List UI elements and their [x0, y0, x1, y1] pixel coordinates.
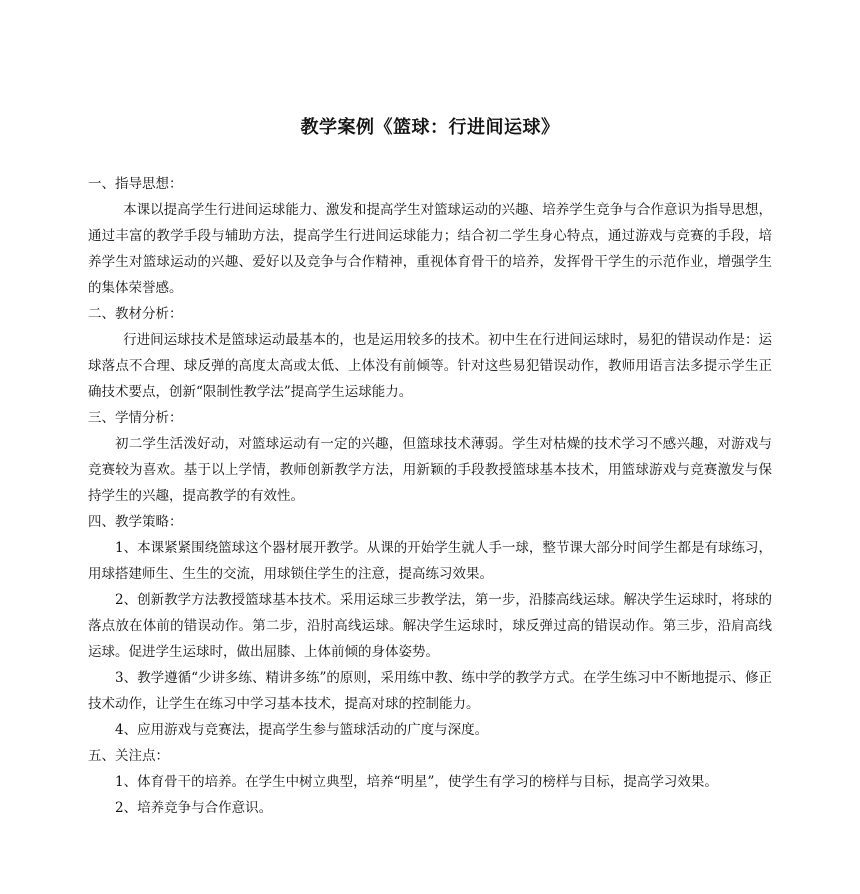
document-body [88, 171, 772, 821]
section-heading: 四、教学策略： [88, 514, 183, 530]
section-paragraph: 本课以提高学生行进间运球能力、激发和提高学生对篮球运动的兴趣、培养学生竞争与合作意识为指导思想，通过丰富的教学手段与辅助方法，提高学生行进间运球能力；结合初二学生身心特点，通过游戏与竞赛的手段，培养学生对篮球运动的兴趣、爱好以及竞争与合作精神，重视体育骨干的培养，发挥骨干学生的示范作业，增强学生的集体荣誉感。 [88, 202, 772, 296]
section-paragraph: 2、创新教学方法教授篮球基本技术。采用运球三步教学法，第一步，沿膝高线运球。解决学生运球时，将球的落点放在体前的错误动作。第二步，沿肘高线运球。解决学生运球时，球反弹过高的错误动作。第三步，沿肩高线运球。促进学生运球时，做出屈膝、上体前倾的身体姿势。 [88, 592, 772, 660]
section-paragraph: 初二学生活泼好动，对篮球运动有一定的兴趣，但篮球技术薄弱。学生对枯燥的技术学习不感兴趣，对游戏与竞赛较为喜欢。基于以上学情，教师创新教学方法，用新颖的手段教授篮球基本技术，用篮球游戏与竞赛激发与保持学生的兴趣，提高教学的有效性。 [88, 436, 772, 504]
section-heading: 二、教材分析： [88, 306, 183, 322]
section-paragraph: 2、培养竞争与合作意识。 [115, 800, 273, 816]
section-heading: 三、学情分析： [88, 410, 183, 426]
section-focus-points [88, 743, 772, 821]
section-paragraph: 3、教学遵循“少讲多练、精讲多练”的原则，采用练中教、练中学的教学方式。在学生练习中不断地提示、修正技术动作，让学生在练习中学习基本技术，提高对球的控制能力。 [88, 670, 772, 712]
document-title: 教学案例《篮球：行进间运球》 [300, 117, 560, 138]
section-paragraph: 1、体育骨干的培养。在学生中树立典型，培养“明星”，使学生有学习的榜样与目标，提高学习效果。 [115, 774, 718, 790]
section-student-analysis [88, 405, 772, 509]
section-paragraph: 4、应用游戏与竞赛法，提高学生参与篮球活动的广度与深度。 [115, 722, 489, 738]
section-heading: 一、指导思想： [88, 176, 183, 192]
section-heading: 五、关注点： [88, 748, 169, 764]
section-guiding-ideology [88, 171, 772, 301]
section-paragraph: 行进间运球技术是篮球运动最基本的，也是运用较多的技术。初中生在行进间运球时，易犯的错误动作是：运球落点不合理、球反弹的高度太高或太低、上体没有前倾等。针对这些易犯错误动作，教师用语言法多提示学生正确技术要点，创新“限制性教学法”提高学生运球能力。 [88, 332, 772, 400]
section-textbook-analysis [88, 301, 772, 405]
section-paragraph: 1、本课紧紧围绕篮球这个器材展开教学。从课的开始学生就人手一球，整节课大部分时间学生都是有球练习，用球搭建师生、生生的交流，用球锁住学生的注意，提高练习效果。 [88, 540, 772, 582]
section-teaching-strategy [88, 509, 772, 743]
